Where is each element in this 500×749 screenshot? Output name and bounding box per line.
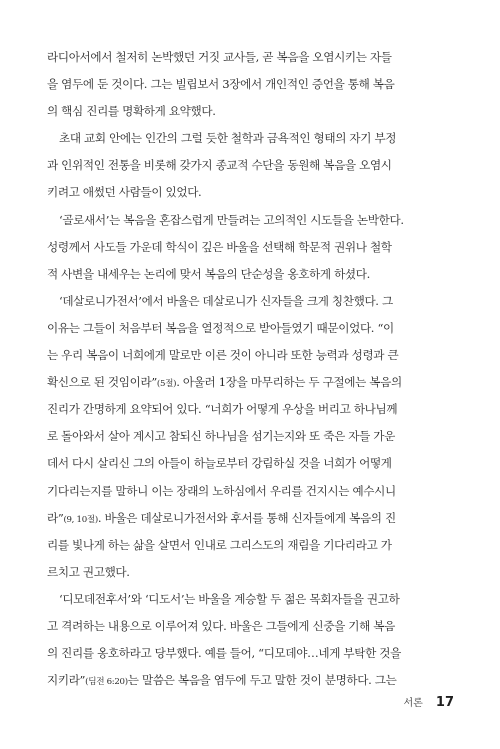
- line-text: ‘골로새서’는 복음을 혼잡스럽게 만들려는 고의적인 시도들을 논박한다.: [59, 212, 404, 227]
- line-text: 르치고 권고했다.: [47, 564, 130, 579]
- line-text: 을 염두에 둔 것이다. 그는 빌립보서 3장에서 개인적인 증언을 통해 복음: [47, 77, 395, 92]
- text-line: [47, 44, 459, 71]
- text-line: [47, 288, 459, 315]
- line-text: 키려고 애썼던 사람들이 있었다.: [47, 185, 202, 200]
- text-line: [47, 125, 459, 152]
- text-line: [47, 559, 459, 586]
- line-text-continued: . 아울러 1장을 마무리하는 두 구절에는 복음의: [176, 375, 402, 390]
- text-line: [47, 342, 459, 369]
- text-line: [47, 179, 459, 206]
- line-text: 적 사변을 내세우는 논리에 맞서 복음의 단순성을 옹호하게 하셨다.: [47, 266, 370, 281]
- text-line: [47, 423, 459, 450]
- line-text: 데서 다시 살리신 그의 아들이 하늘로부터 강림하실 것을 너희가 어떻게: [47, 456, 392, 471]
- verse-reference: (9, 10절): [63, 514, 98, 525]
- text-line: [47, 207, 459, 234]
- text-line: [47, 586, 459, 613]
- line-text-continued: . 바울은 데살로니가전서와 후서를 통해 신자들에게 복음의 진: [97, 510, 396, 525]
- running-footer-section: 서론: [403, 698, 423, 709]
- line-text: 성령께서 사도들 가운데 학식이 깊은 바울을 선택해 학문적 권위나 철학: [47, 239, 392, 254]
- line-text: 지키라”: [47, 673, 86, 688]
- text-line: [47, 532, 459, 559]
- page-footer: [403, 691, 454, 710]
- text-line: [47, 396, 459, 423]
- text-line: [47, 369, 459, 396]
- verse-reference: (5절): [156, 379, 177, 390]
- body-text: [47, 44, 459, 694]
- page-number: 17: [435, 695, 454, 710]
- line-text: 라”: [47, 510, 64, 525]
- text-line: [47, 478, 459, 505]
- verse-reference: (딤전 6:20): [85, 677, 128, 688]
- line-text: 이유는 그들이 처음부터 복음을 열정적으로 받아들였기 때문이었다. “이: [47, 320, 394, 335]
- text-line: [47, 71, 459, 98]
- line-text: 기다리는지를 말하니 이는 장래의 노하심에서 우리를 건지시는 예수시니: [47, 483, 396, 498]
- text-line: [47, 261, 459, 288]
- text-line: [47, 152, 459, 179]
- text-line: [47, 98, 459, 125]
- line-text: 진리가 간명하게 요약되어 있다. “너희가 어떻게 우상을 버리고 하나님께: [47, 402, 398, 417]
- line-text: ‘디모데전후서’와 ‘디도서’는 바울을 계승할 두 젊은 목회자들을 권고하: [59, 591, 400, 606]
- line-text: 초대 교회 안에는 인간의 그럴 듯한 철학과 금욕적인 형태의 자기 부정: [59, 131, 397, 146]
- text-line: [47, 667, 459, 694]
- text-line: [47, 613, 459, 640]
- text-line: [47, 640, 459, 667]
- line-text: 라디아서에서 철저히 논박했던 거짓 교사들, 곧 복음을 오염시키는 자들: [47, 50, 392, 64]
- line-text: 의 핵심 진리를 명확하게 요약했다.: [47, 104, 216, 119]
- line-text-continued: 는 말씀은 복음을 염두에 두고 말한 것이 분명하다. 그는: [127, 673, 397, 688]
- line-text: 고 격려하는 내용으로 이루어져 있다. 바울은 그들에게 신중을 기해 복음: [47, 618, 395, 633]
- line-text: ‘데살로니가전서’에서 바울은 데살로니가 신자들을 크게 칭찬했다. 그: [59, 293, 393, 308]
- text-line: [47, 450, 459, 477]
- text-line: [47, 505, 459, 532]
- line-text: 는 우리 복음이 너희에게 말로만 이른 것이 아니라 또한 능력과 성령과 큰: [47, 348, 399, 363]
- line-text: 로 돌아와서 살아 계시고 참되신 하나님을 섬기는지와 또 죽은 자들 가운: [47, 429, 395, 444]
- line-text: 과 인위적인 전통을 비롯해 갖가지 종교적 수단을 동원해 복음을 오염시: [47, 158, 392, 173]
- line-text: 의 진리를 옹호하라고 당부했다. 예를 들어, “디모데야…네게 부탁한 것을: [47, 646, 401, 661]
- text-line: [47, 234, 459, 261]
- line-text: 확신으로 된 것임이라”: [47, 375, 157, 390]
- text-line: [47, 315, 459, 342]
- line-text: 리를 빛나게 하는 삶을 살면서 인내로 그리스도의 재림을 기다리라고 가: [47, 537, 392, 552]
